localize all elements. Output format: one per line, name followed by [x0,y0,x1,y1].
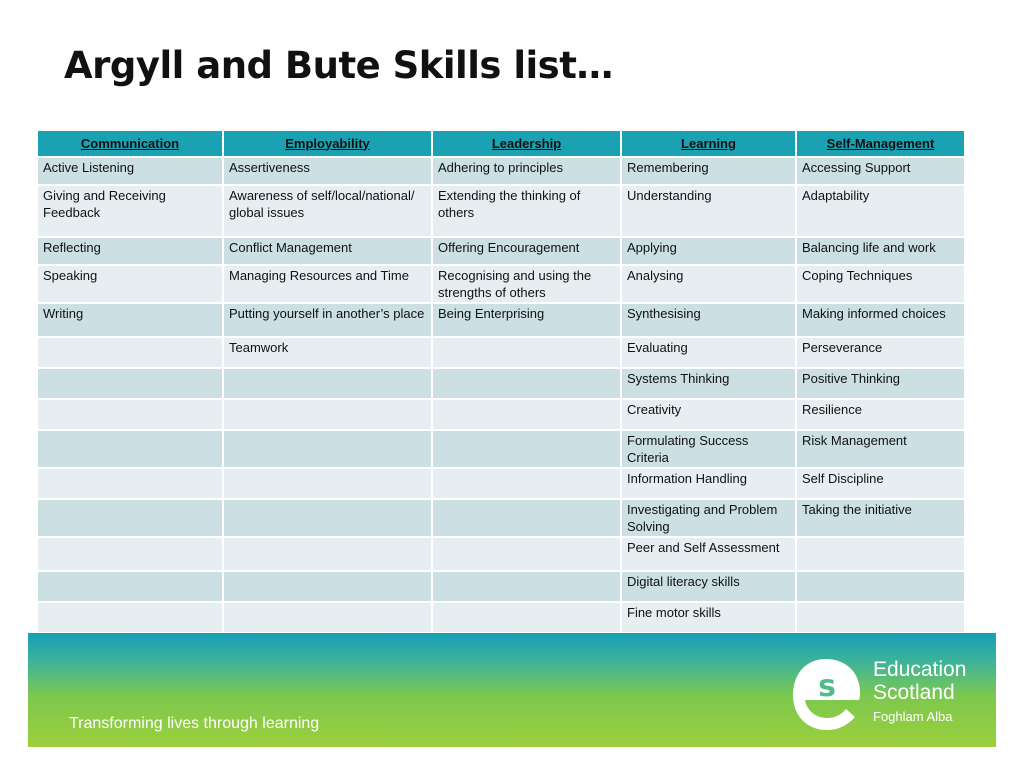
brand-line-1: Education [873,658,967,681]
table-cell: Fine motor skills [621,602,796,633]
footer-tagline: Transforming lives through learning [69,715,320,732]
table-cell [432,430,621,468]
column-header-self-management: Self-Management [796,130,965,157]
table-cell [432,399,621,430]
table-cell: Adaptability [796,185,965,237]
table-cell: Awareness of self/local/national/ global issues [223,185,432,237]
svg-text:s: s [818,669,836,704]
column-header-employability: Employability [223,130,432,157]
table-cell [223,537,432,571]
page-title: Argyll and Bute Skills list… [64,44,613,87]
table-cell: Offering Encouragement [432,237,621,265]
table-cell [432,537,621,571]
table-header-row [37,130,965,157]
table-cell: Analysing [621,265,796,303]
table-cell [432,602,621,633]
table-cell [432,368,621,399]
table-cell: Creativity [621,399,796,430]
brand-line-2: Scotland [873,681,955,704]
table-cell [37,399,223,430]
table-cell: Coping Techniques [796,265,965,303]
table-cell: Conflict Management [223,237,432,265]
table-cell: Being Enterprising [432,303,621,337]
table-cell: Applying [621,237,796,265]
table-cell [223,499,432,537]
table-row [37,368,965,399]
table-cell: Reflecting [37,237,223,265]
table-cell: Making informed choices [796,303,965,337]
table-cell: Adhering to principles [432,157,621,185]
table-row [37,157,965,185]
table-cell: Positive Thinking [796,368,965,399]
table-cell: Synthesising [621,303,796,337]
table-cell: Writing [37,303,223,337]
table-cell [223,399,432,430]
table-cell [432,337,621,368]
table-cell: Extending the thinking of others [432,185,621,237]
table-row [37,468,965,499]
table-cell: Risk Management [796,430,965,468]
table-cell [223,468,432,499]
table-cell [37,602,223,633]
brand-subtitle: Foghlam Alba [873,709,953,724]
footer-banner [28,633,996,747]
table-cell [223,368,432,399]
table-cell [223,430,432,468]
column-header-communication: Communication [37,130,223,157]
table-cell: Recognising and using the strengths of others [432,265,621,303]
table-cell: Perseverance [796,337,965,368]
table-row [37,499,965,537]
table-cell [37,430,223,468]
table-cell: Putting yourself in another’s place [223,303,432,337]
skills-table [36,129,966,634]
table-row [37,265,965,303]
table-cell [432,571,621,602]
table-cell: Teamwork [223,337,432,368]
table-cell: Information Handling [621,468,796,499]
table-cell: Systems Thinking [621,368,796,399]
table-cell: Taking the initiative [796,499,965,537]
table-cell: Evaluating [621,337,796,368]
column-header-leadership: Leadership [432,130,621,157]
table-row [37,602,965,633]
table-cell: Active Listening [37,157,223,185]
column-header-learning: Learning [621,130,796,157]
table-cell [432,499,621,537]
table-row [37,399,965,430]
table-cell: Digital literacy skills [621,571,796,602]
education-scotland-logo-icon [790,655,862,733]
table-cell: Peer and Self Assessment [621,537,796,571]
table-cell: Investigating and Problem Solving [621,499,796,537]
table-cell [37,368,223,399]
table-cell: Managing Resources and Time [223,265,432,303]
table-row [37,337,965,368]
education-scotland-logo [873,658,966,725]
table-cell: Balancing life and work [796,237,965,265]
table-cell: Remembering [621,157,796,185]
table-cell: Assertiveness [223,157,432,185]
table-cell [37,468,223,499]
table-row [37,430,965,468]
table-cell: Formulating Success Criteria [621,430,796,468]
table-cell: Accessing Support [796,157,965,185]
table-row [37,185,965,237]
table-cell [432,468,621,499]
table-cell: Giving and Receiving Feedback [37,185,223,237]
table-cell [37,499,223,537]
table-cell [223,602,432,633]
table-row [37,537,965,571]
table-row [37,571,965,602]
table-row [37,303,965,337]
table-cell [37,537,223,571]
table-cell: Speaking [37,265,223,303]
table-cell: Understanding [621,185,796,237]
table-cell [796,602,965,633]
table-cell [37,571,223,602]
table-cell: Resilience [796,399,965,430]
table-cell [223,571,432,602]
table-cell [37,337,223,368]
table-row [37,237,965,265]
table-cell [796,571,965,602]
table-cell: Self Discipline [796,468,965,499]
table-cell [796,537,965,571]
